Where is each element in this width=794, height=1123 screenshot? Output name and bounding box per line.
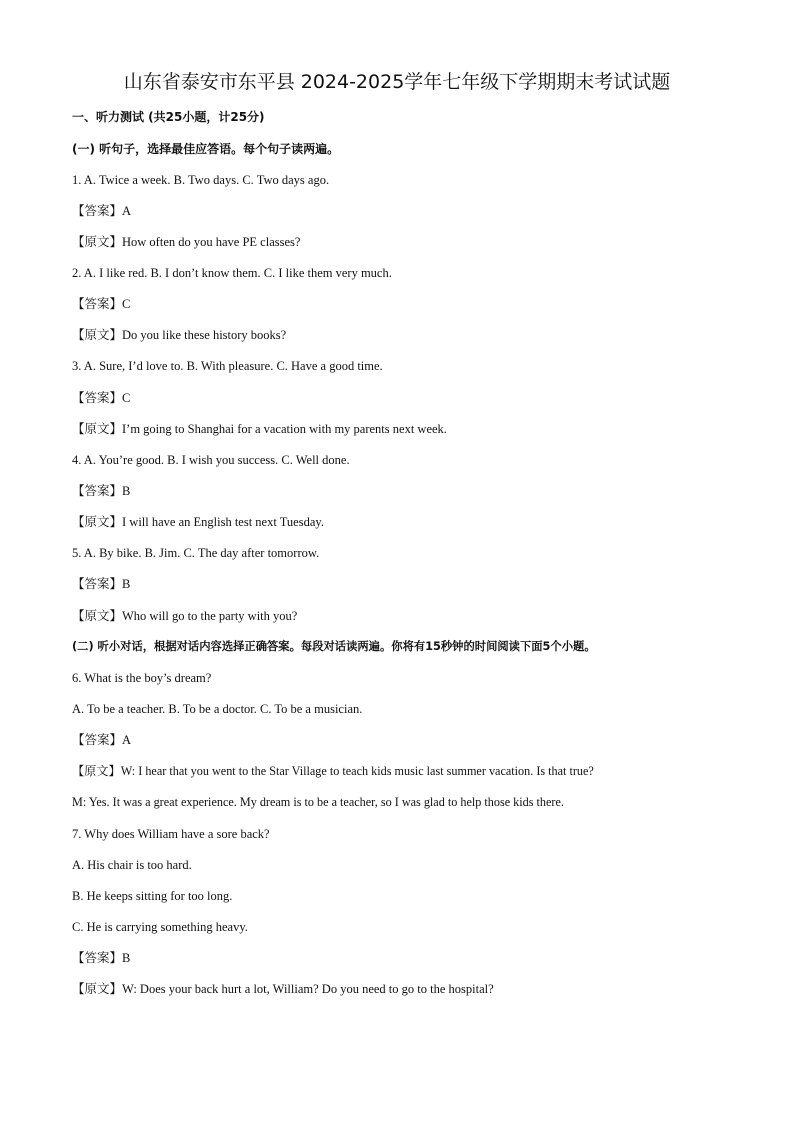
question-2-answer: 【答案】C bbox=[72, 297, 131, 311]
question-6-stem: 6. What is the boy’s dream? bbox=[72, 671, 212, 685]
question-2-options: 2. A. I like red. B. I don’t know them. C. I like them very much. bbox=[72, 266, 392, 280]
question-2-transcript: 【原文】Do you like these history books? bbox=[72, 328, 287, 342]
question-5-transcript: 【原文】Who will go to the party with you? bbox=[72, 609, 298, 623]
question-3-options: 3. A. Sure, I’d love to. B. With pleasure. C. Have a good time. bbox=[72, 359, 383, 373]
section-heading-listening: 一、听力测试 (共25小题，计25分) bbox=[72, 110, 265, 124]
subsection-heading-sentences: (一) 听句子，选择最佳应答语。每个句子读两遍。 bbox=[72, 142, 340, 156]
question-1-transcript: 【原文】How often do you have PE classes? bbox=[72, 235, 301, 249]
question-1-answer: 【答案】A bbox=[72, 204, 132, 218]
question-4-answer: 【答案】B bbox=[72, 484, 131, 498]
question-3-answer: 【答案】C bbox=[72, 391, 131, 405]
question-7-option-c: C. He is carrying something heavy. bbox=[72, 920, 248, 934]
question-7-stem: 7. Why does William have a sore back? bbox=[72, 827, 270, 841]
question-6-transcript-m: M: Yes. It was a great experience. My dream is to be a teacher, so I was glad to help those kids there. bbox=[72, 795, 564, 809]
subsection-heading-dialogues: (二) 听小对话，根据对话内容选择正确答案。每段对话读两遍。你将有15秒钟的时间阅读下面5个小题。 bbox=[72, 640, 596, 653]
question-7-answer: 【答案】B bbox=[72, 951, 131, 965]
document-title: 山东省泰安市东平县 2024-2025学年七年级下学期期末考试试题 bbox=[123, 71, 671, 93]
question-7-transcript: 【原文】W: Does your back hurt a lot, William? Do you need to go to the hospital? bbox=[72, 982, 494, 996]
question-5-options: 5. A. By bike. B. Jim. C. The day after tomorrow. bbox=[72, 546, 320, 560]
question-7-option-b: B. He keeps sitting for too long. bbox=[72, 889, 233, 903]
question-5-answer: 【答案】B bbox=[72, 577, 131, 591]
question-4-options: 4. A. You’re good. B. I wish you success. C. Well done. bbox=[72, 453, 350, 467]
question-7-option-a: A. His chair is too hard. bbox=[72, 858, 192, 872]
question-3-transcript: 【原文】I’m going to Shanghai for a vacation with my parents next week. bbox=[72, 422, 447, 436]
question-6-transcript-w: 【原文】W: I hear that you went to the Star Village to teach kids music last summer vacation. Is that true? bbox=[72, 764, 594, 778]
question-1-options: 1. A. Twice a week. B. Two days. C. Two days ago. bbox=[72, 173, 330, 187]
question-6-options: A. To be a teacher. B. To be a doctor. C. To be a musician. bbox=[72, 702, 363, 716]
question-4-transcript: 【原文】I will have an English test next Tuesday. bbox=[72, 515, 324, 529]
question-6-answer: 【答案】A bbox=[72, 733, 132, 747]
